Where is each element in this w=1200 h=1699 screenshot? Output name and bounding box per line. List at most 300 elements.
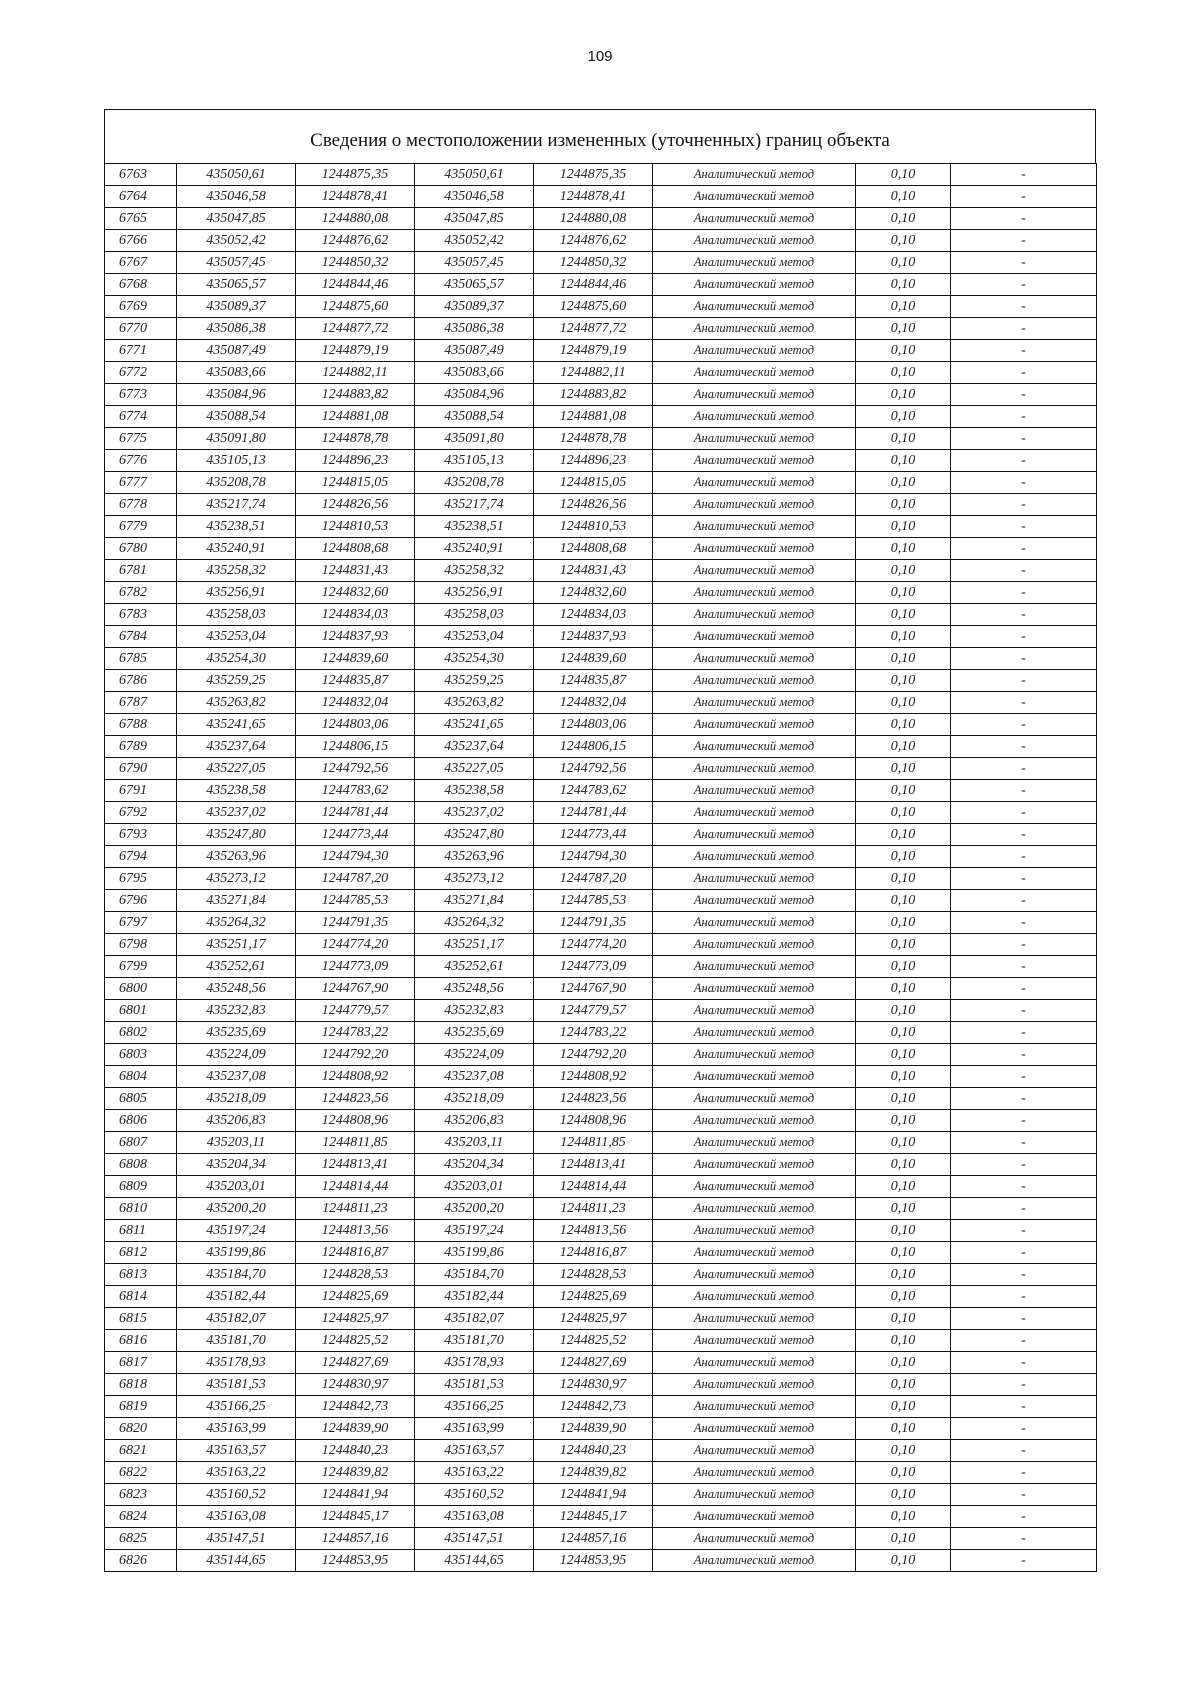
cell-y-new: 1244896,23: [534, 450, 653, 472]
cell-note: -: [951, 1506, 1097, 1528]
table-row: [105, 1352, 1097, 1374]
cell-y-new: 1244811,85: [534, 1132, 653, 1154]
cell-point-number: 6764: [105, 186, 177, 208]
cell-note: -: [951, 648, 1097, 670]
cell-method: Аналитический метод: [653, 714, 856, 736]
cell-accuracy: 0,10: [856, 1176, 951, 1198]
table-row: [105, 758, 1097, 780]
cell-x-new: 435248,56: [415, 978, 534, 1000]
cell-accuracy: 0,10: [856, 956, 951, 978]
cell-y-existing: 1244814,44: [296, 1176, 415, 1198]
cell-method: Аналитический метод: [653, 1044, 856, 1066]
cell-accuracy: 0,10: [856, 384, 951, 406]
cell-method: Аналитический метод: [653, 274, 856, 296]
cell-accuracy: 0,10: [856, 846, 951, 868]
cell-note: -: [951, 296, 1097, 318]
cell-y-existing: 1244835,87: [296, 670, 415, 692]
cell-accuracy: 0,10: [856, 1484, 951, 1506]
cell-note: -: [951, 362, 1097, 384]
cell-y-new: 1244842,73: [534, 1396, 653, 1418]
table-row: [105, 1154, 1097, 1176]
cell-y-existing: 1244816,87: [296, 1242, 415, 1264]
cell-accuracy: 0,10: [856, 714, 951, 736]
cell-method: Аналитический метод: [653, 450, 856, 472]
cell-method: Аналитический метод: [653, 1066, 856, 1088]
cell-method: Аналитический метод: [653, 846, 856, 868]
cell-note: -: [951, 1176, 1097, 1198]
cell-y-new: 1244832,04: [534, 692, 653, 714]
table-row: [105, 1330, 1097, 1352]
cell-accuracy: 0,10: [856, 1022, 951, 1044]
cell-x-new: 435258,03: [415, 604, 534, 626]
cell-point-number: 6795: [105, 868, 177, 890]
cell-y-existing: 1244840,23: [296, 1440, 415, 1462]
cell-x-existing: 435181,53: [177, 1374, 296, 1396]
cell-x-existing: 435166,25: [177, 1396, 296, 1418]
cell-y-new: 1244841,94: [534, 1484, 653, 1506]
cell-method: Аналитический метод: [653, 1132, 856, 1154]
cell-x-existing: 435163,08: [177, 1506, 296, 1528]
cell-method: Аналитический метод: [653, 934, 856, 956]
cell-y-new: 1244787,20: [534, 868, 653, 890]
cell-x-existing: 435105,13: [177, 450, 296, 472]
cell-point-number: 6802: [105, 1022, 177, 1044]
cell-x-new: 435091,80: [415, 428, 534, 450]
table-row: [105, 1506, 1097, 1528]
cell-accuracy: 0,10: [856, 208, 951, 230]
cell-y-existing: 1244837,93: [296, 626, 415, 648]
table-row: [105, 208, 1097, 230]
cell-y-new: 1244803,06: [534, 714, 653, 736]
cell-accuracy: 0,10: [856, 1066, 951, 1088]
cell-x-existing: 435088,54: [177, 406, 296, 428]
cell-accuracy: 0,10: [856, 1044, 951, 1066]
cell-method: Аналитический метод: [653, 230, 856, 252]
cell-x-new: 435047,85: [415, 208, 534, 230]
cell-note: -: [951, 538, 1097, 560]
cell-y-new: 1244774,20: [534, 934, 653, 956]
boundary-table: [104, 109, 1096, 1572]
cell-x-new: 435264,32: [415, 912, 534, 934]
cell-y-new: 1244831,43: [534, 560, 653, 582]
cell-method: Аналитический метод: [653, 582, 856, 604]
cell-point-number: 6770: [105, 318, 177, 340]
cell-x-existing: 435199,86: [177, 1242, 296, 1264]
cell-x-new: 435232,83: [415, 1000, 534, 1022]
cell-note: -: [951, 1330, 1097, 1352]
cell-x-existing: 435047,85: [177, 208, 296, 230]
cell-x-existing: 435197,24: [177, 1220, 296, 1242]
cell-note: -: [951, 978, 1097, 1000]
cell-x-new: 435089,37: [415, 296, 534, 318]
cell-y-new: 1244792,20: [534, 1044, 653, 1066]
cell-note: -: [951, 208, 1097, 230]
cell-x-existing: 435238,51: [177, 516, 296, 538]
table-row: [105, 1396, 1097, 1418]
cell-y-existing: 1244781,44: [296, 802, 415, 824]
cell-y-new: 1244825,69: [534, 1286, 653, 1308]
cell-y-existing: 1244803,06: [296, 714, 415, 736]
cell-y-new: 1244876,62: [534, 230, 653, 252]
cell-point-number: 6819: [105, 1396, 177, 1418]
cell-note: -: [951, 1022, 1097, 1044]
table-row: [105, 1462, 1097, 1484]
table-body: [105, 164, 1097, 1572]
cell-point-number: 6782: [105, 582, 177, 604]
cell-x-existing: 435264,32: [177, 912, 296, 934]
cell-method: Аналитический метод: [653, 824, 856, 846]
cell-method: Аналитический метод: [653, 1242, 856, 1264]
cell-y-new: 1244808,96: [534, 1110, 653, 1132]
cell-method: Аналитический метод: [653, 1220, 856, 1242]
cell-y-existing: 1244767,90: [296, 978, 415, 1000]
cell-y-existing: 1244810,53: [296, 516, 415, 538]
cell-x-existing: 435178,93: [177, 1352, 296, 1374]
cell-y-existing: 1244808,92: [296, 1066, 415, 1088]
table-row: [105, 978, 1097, 1000]
cell-x-new: 435253,04: [415, 626, 534, 648]
cell-note: -: [951, 1374, 1097, 1396]
cell-note: -: [951, 1286, 1097, 1308]
cell-method: Аналитический метод: [653, 318, 856, 340]
cell-y-new: 1244783,22: [534, 1022, 653, 1044]
cell-y-existing: 1244845,17: [296, 1506, 415, 1528]
cell-accuracy: 0,10: [856, 406, 951, 428]
cell-x-new: 435163,08: [415, 1506, 534, 1528]
cell-x-existing: 435237,02: [177, 802, 296, 824]
cell-method: Аналитический метод: [653, 1528, 856, 1550]
cell-x-new: 435247,80: [415, 824, 534, 846]
cell-note: -: [951, 956, 1097, 978]
cell-y-new: 1244840,23: [534, 1440, 653, 1462]
table-row: [105, 164, 1097, 186]
page-number: 109: [587, 48, 613, 65]
cell-point-number: 6820: [105, 1418, 177, 1440]
cell-x-new: 435208,78: [415, 472, 534, 494]
cell-method: Аналитический метод: [653, 1418, 856, 1440]
cell-accuracy: 0,10: [856, 450, 951, 472]
cell-point-number: 6805: [105, 1088, 177, 1110]
cell-y-existing: 1244877,72: [296, 318, 415, 340]
cell-y-existing: 1244857,16: [296, 1528, 415, 1550]
table-row: [105, 1264, 1097, 1286]
cell-x-new: 435184,70: [415, 1264, 534, 1286]
table-row: [105, 1000, 1097, 1022]
cell-point-number: 6806: [105, 1110, 177, 1132]
cell-note: -: [951, 758, 1097, 780]
table-row: [105, 582, 1097, 604]
cell-x-new: 435163,99: [415, 1418, 534, 1440]
cell-y-existing: 1244842,73: [296, 1396, 415, 1418]
cell-point-number: 6801: [105, 1000, 177, 1022]
cell-y-new: 1244791,35: [534, 912, 653, 934]
table-row: [105, 692, 1097, 714]
cell-x-existing: 435263,96: [177, 846, 296, 868]
cell-note: -: [951, 1440, 1097, 1462]
cell-y-existing: 1244853,95: [296, 1550, 415, 1572]
cell-y-existing: 1244839,90: [296, 1418, 415, 1440]
cell-method: Аналитический метод: [653, 362, 856, 384]
cell-y-existing: 1244834,03: [296, 604, 415, 626]
cell-accuracy: 0,10: [856, 604, 951, 626]
cell-y-new: 1244839,90: [534, 1418, 653, 1440]
table-row: [105, 714, 1097, 736]
cell-note: -: [951, 670, 1097, 692]
table-row: [105, 956, 1097, 978]
cell-point-number: 6813: [105, 1264, 177, 1286]
cell-y-existing: 1244878,78: [296, 428, 415, 450]
cell-y-existing: 1244825,69: [296, 1286, 415, 1308]
cell-accuracy: 0,10: [856, 1000, 951, 1022]
cell-y-existing: 1244832,60: [296, 582, 415, 604]
cell-y-existing: 1244783,62: [296, 780, 415, 802]
cell-point-number: 6778: [105, 494, 177, 516]
cell-x-existing: 435144,65: [177, 1550, 296, 1572]
cell-accuracy: 0,10: [856, 1462, 951, 1484]
cell-x-new: 435181,70: [415, 1330, 534, 1352]
cell-note: -: [951, 230, 1097, 252]
table-row: [105, 1528, 1097, 1550]
cell-y-new: 1244879,19: [534, 340, 653, 362]
cell-y-new: 1244834,03: [534, 604, 653, 626]
cell-method: Аналитический метод: [653, 1088, 856, 1110]
cell-note: -: [951, 560, 1097, 582]
cell-y-new: 1244853,95: [534, 1550, 653, 1572]
cell-y-new: 1244814,44: [534, 1176, 653, 1198]
cell-method: Аналитический метод: [653, 384, 856, 406]
cell-point-number: 6777: [105, 472, 177, 494]
cell-x-existing: 435247,80: [177, 824, 296, 846]
cell-y-new: 1244875,35: [534, 164, 653, 186]
cell-method: Аналитический метод: [653, 780, 856, 802]
cell-accuracy: 0,10: [856, 1242, 951, 1264]
cell-accuracy: 0,10: [856, 692, 951, 714]
table-row: [105, 274, 1097, 296]
cell-x-existing: 435240,91: [177, 538, 296, 560]
table-row: [105, 340, 1097, 362]
cell-accuracy: 0,10: [856, 296, 951, 318]
cell-x-existing: 435259,25: [177, 670, 296, 692]
table-row: [105, 670, 1097, 692]
cell-accuracy: 0,10: [856, 318, 951, 340]
cell-point-number: 6767: [105, 252, 177, 274]
cell-method: Аналитический метод: [653, 1330, 856, 1352]
cell-note: -: [951, 1110, 1097, 1132]
cell-y-existing: 1244792,56: [296, 758, 415, 780]
cell-accuracy: 0,10: [856, 252, 951, 274]
cell-method: Аналитический метод: [653, 1374, 856, 1396]
cell-y-new: 1244845,17: [534, 1506, 653, 1528]
cell-x-existing: 435203,11: [177, 1132, 296, 1154]
cell-accuracy: 0,10: [856, 362, 951, 384]
cell-y-existing: 1244875,35: [296, 164, 415, 186]
cell-x-existing: 435271,84: [177, 890, 296, 912]
cell-point-number: 6821: [105, 1440, 177, 1462]
cell-point-number: 6792: [105, 802, 177, 824]
cell-point-number: 6803: [105, 1044, 177, 1066]
cell-note: -: [951, 1220, 1097, 1242]
cell-x-existing: 435046,58: [177, 186, 296, 208]
cell-method: Аналитический метод: [653, 1462, 856, 1484]
cell-x-new: 435273,12: [415, 868, 534, 890]
cell-x-new: 435263,96: [415, 846, 534, 868]
cell-point-number: 6771: [105, 340, 177, 362]
cell-x-new: 435256,91: [415, 582, 534, 604]
cell-note: -: [951, 252, 1097, 274]
table-row: [105, 736, 1097, 758]
table-row: [105, 890, 1097, 912]
cell-method: Аналитический метод: [653, 340, 856, 362]
cell-x-existing: 435147,51: [177, 1528, 296, 1550]
cell-y-new: 1244883,82: [534, 384, 653, 406]
cell-method: Аналитический метод: [653, 626, 856, 648]
cell-x-new: 435203,11: [415, 1132, 534, 1154]
cell-x-new: 435050,61: [415, 164, 534, 186]
cell-y-existing: 1244876,62: [296, 230, 415, 252]
cell-y-existing: 1244783,22: [296, 1022, 415, 1044]
table-row: [105, 406, 1097, 428]
table-row: [105, 912, 1097, 934]
cell-y-new: 1244779,57: [534, 1000, 653, 1022]
cell-note: -: [951, 1528, 1097, 1550]
cell-x-new: 435160,52: [415, 1484, 534, 1506]
cell-y-new: 1244877,72: [534, 318, 653, 340]
table-row: [105, 934, 1097, 956]
cell-note: -: [951, 1308, 1097, 1330]
table-row: [105, 1550, 1097, 1572]
cell-method: Аналитический метод: [653, 758, 856, 780]
cell-x-new: 435178,93: [415, 1352, 534, 1374]
cell-method: Аналитический метод: [653, 538, 856, 560]
cell-x-new: 435218,09: [415, 1088, 534, 1110]
cell-x-new: 435203,01: [415, 1176, 534, 1198]
cell-x-new: 435254,30: [415, 648, 534, 670]
cell-x-existing: 435232,83: [177, 1000, 296, 1022]
cell-x-new: 435259,25: [415, 670, 534, 692]
cell-accuracy: 0,10: [856, 1264, 951, 1286]
table-row: [105, 230, 1097, 252]
cell-x-existing: 435184,70: [177, 1264, 296, 1286]
cell-y-existing: 1244882,11: [296, 362, 415, 384]
table-row: [105, 494, 1097, 516]
cell-method: Аналитический метод: [653, 252, 856, 274]
cell-y-new: 1244810,53: [534, 516, 653, 538]
cell-method: Аналитический метод: [653, 890, 856, 912]
cell-y-new: 1244811,23: [534, 1198, 653, 1220]
cell-y-new: 1244825,97: [534, 1308, 653, 1330]
cell-point-number: 6811: [105, 1220, 177, 1242]
cell-note: -: [951, 1242, 1097, 1264]
cell-x-existing: 435258,32: [177, 560, 296, 582]
cell-x-existing: 435083,66: [177, 362, 296, 384]
cell-accuracy: 0,10: [856, 164, 951, 186]
cell-y-existing: 1244827,69: [296, 1352, 415, 1374]
cell-y-new: 1244825,52: [534, 1330, 653, 1352]
table-row: [105, 186, 1097, 208]
cell-accuracy: 0,10: [856, 340, 951, 362]
cell-point-number: 6814: [105, 1286, 177, 1308]
cell-accuracy: 0,10: [856, 1286, 951, 1308]
cell-x-existing: 435163,99: [177, 1418, 296, 1440]
table-row: [105, 780, 1097, 802]
table-row: [105, 1242, 1097, 1264]
cell-note: -: [951, 1000, 1097, 1022]
cell-note: -: [951, 384, 1097, 406]
cell-x-new: 435238,51: [415, 516, 534, 538]
cell-x-new: 435227,05: [415, 758, 534, 780]
cell-x-new: 435204,34: [415, 1154, 534, 1176]
cell-x-existing: 435273,12: [177, 868, 296, 890]
cell-y-new: 1244792,56: [534, 758, 653, 780]
cell-method: Аналитический метод: [653, 1176, 856, 1198]
cell-y-new: 1244880,08: [534, 208, 653, 230]
cell-accuracy: 0,10: [856, 1352, 951, 1374]
cell-method: Аналитический метод: [653, 978, 856, 1000]
cell-note: -: [951, 824, 1097, 846]
cell-point-number: 6799: [105, 956, 177, 978]
cell-x-existing: 435163,22: [177, 1462, 296, 1484]
cell-y-existing: 1244791,35: [296, 912, 415, 934]
cell-x-existing: 435091,80: [177, 428, 296, 450]
cell-y-existing: 1244878,41: [296, 186, 415, 208]
cell-accuracy: 0,10: [856, 1396, 951, 1418]
cell-note: -: [951, 714, 1097, 736]
table-row: [105, 1088, 1097, 1110]
cell-point-number: 6826: [105, 1550, 177, 1572]
cell-note: -: [951, 516, 1097, 538]
cell-x-existing: 435235,69: [177, 1022, 296, 1044]
cell-y-existing: 1244773,44: [296, 824, 415, 846]
cell-method: Аналитический метод: [653, 736, 856, 758]
cell-accuracy: 0,10: [856, 230, 951, 252]
table-row: [105, 648, 1097, 670]
cell-method: Аналитический метод: [653, 406, 856, 428]
cell-y-existing: 1244808,68: [296, 538, 415, 560]
cell-note: -: [951, 1484, 1097, 1506]
cell-point-number: 6812: [105, 1242, 177, 1264]
cell-y-existing: 1244839,82: [296, 1462, 415, 1484]
cell-x-new: 435046,58: [415, 186, 534, 208]
cell-note: -: [951, 582, 1097, 604]
table-row: [105, 626, 1097, 648]
cell-method: Аналитический метод: [653, 670, 856, 692]
cell-y-existing: 1244774,20: [296, 934, 415, 956]
cell-note: -: [951, 912, 1097, 934]
cell-method: Аналитический метод: [653, 472, 856, 494]
cell-y-new: 1244878,78: [534, 428, 653, 450]
cell-note: -: [951, 318, 1097, 340]
cell-y-new: 1244882,11: [534, 362, 653, 384]
cell-point-number: 6763: [105, 164, 177, 186]
cell-y-existing: 1244815,05: [296, 472, 415, 494]
cell-x-existing: 435254,30: [177, 648, 296, 670]
cell-y-new: 1244839,82: [534, 1462, 653, 1484]
cell-note: -: [951, 780, 1097, 802]
cell-y-existing: 1244844,46: [296, 274, 415, 296]
cell-accuracy: 0,10: [856, 472, 951, 494]
cell-accuracy: 0,10: [856, 516, 951, 538]
cell-note: -: [951, 1352, 1097, 1374]
table-row: [105, 1484, 1097, 1506]
cell-note: -: [951, 1396, 1097, 1418]
table-row: [105, 252, 1097, 274]
cell-point-number: 6774: [105, 406, 177, 428]
table-row: [105, 296, 1097, 318]
cell-point-number: 6791: [105, 780, 177, 802]
cell-x-existing: 435182,44: [177, 1286, 296, 1308]
table-row: [105, 1374, 1097, 1396]
cell-method: Аналитический метод: [653, 428, 856, 450]
